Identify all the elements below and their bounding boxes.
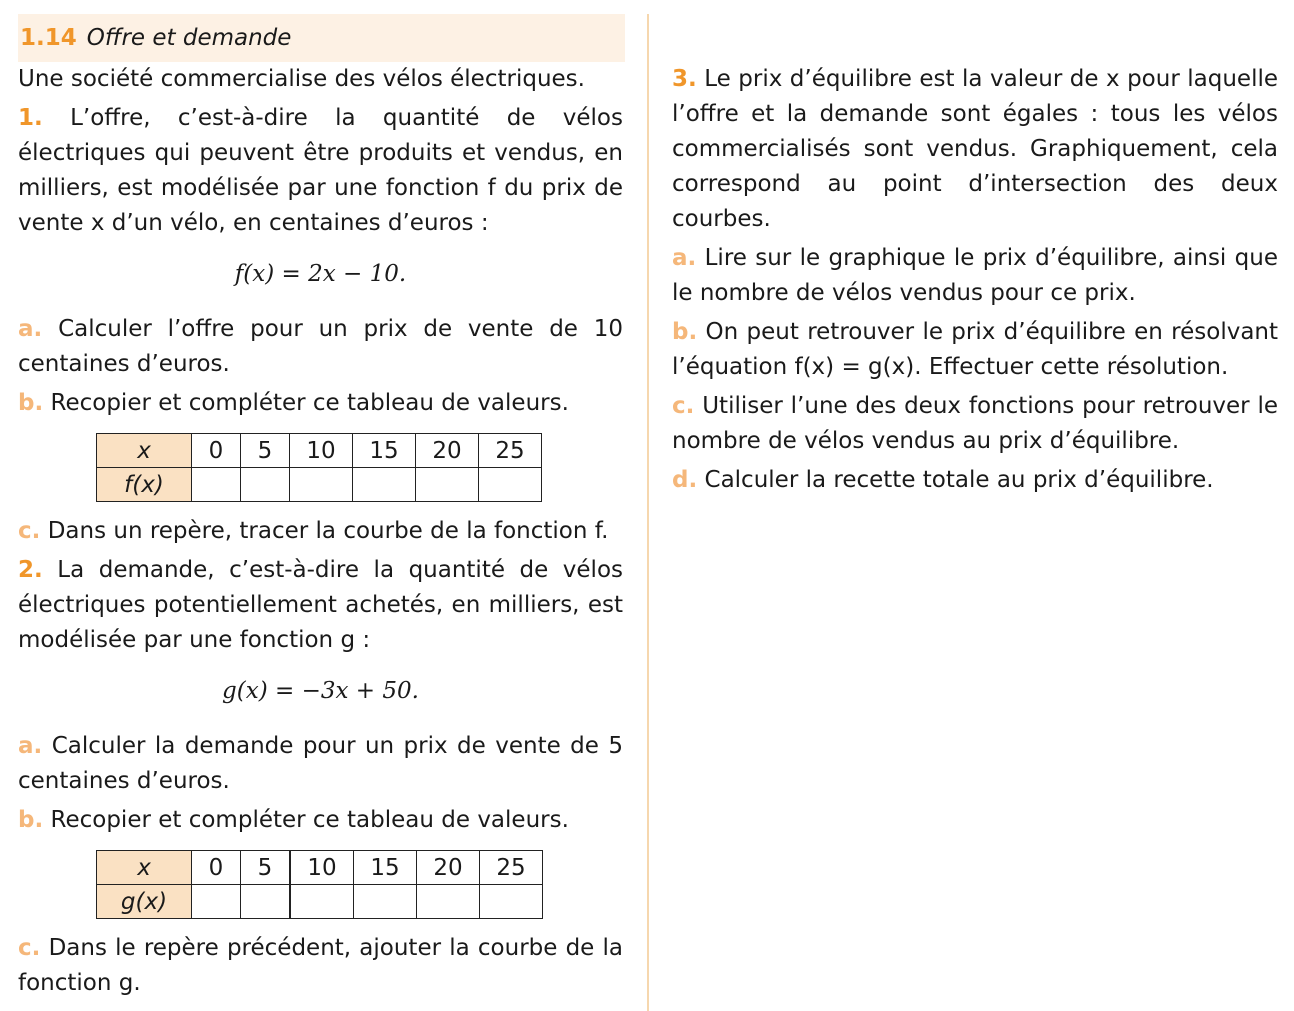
- exercise-header: [18, 14, 625, 62]
- table-g-x-value: 20: [417, 851, 480, 885]
- q1a-label: a.: [18, 316, 43, 342]
- table-f-header-x: x: [97, 434, 192, 468]
- q2c-label: c.: [18, 935, 41, 961]
- q2b: [18, 803, 623, 838]
- q2-paragraph: [18, 553, 623, 658]
- q3a-label: a.: [672, 245, 697, 271]
- value-table-f: [96, 433, 542, 502]
- q3b: [672, 315, 1278, 385]
- q1c: [18, 514, 623, 549]
- exercise-number: 1.14: [20, 25, 77, 51]
- table-f-x-value: 25: [479, 434, 542, 468]
- q2c: [18, 931, 623, 1001]
- intro-text: Une société commercialise des vélos électriques.: [18, 66, 585, 92]
- table-f-x-value: 20: [416, 434, 479, 468]
- q3c-text: Utiliser l’une des deux fonctions pour retrouver le nombre de vélos vendus au prix d’équilibre.: [672, 393, 1278, 454]
- table-f-x-value: 10: [290, 434, 353, 468]
- q2c-text: Dans le repère précédent, ajouter la courbe de la fonction g.: [18, 935, 623, 996]
- q1a: [18, 312, 623, 382]
- table-f-empty-cell: [353, 468, 416, 502]
- table-g-empty-cell: [290, 885, 354, 919]
- table-g-x-value: 0: [192, 851, 241, 885]
- q3-text: Le prix d’équilibre est la valeur de x pour laquelle l’offre et la demande sont égales : tous les vélos commercialisés sont vendus. Graphiquement, cela correspond au point d’intersection des deux courbes.: [672, 66, 1279, 232]
- q1a-text: Calculer l’offre pour un prix de vente de 10 centaines d’euros.: [18, 316, 624, 377]
- q2-number: 2.: [18, 557, 43, 583]
- q1c-text: Dans un repère, tracer la courbe de la fonction f.: [47, 518, 609, 544]
- table-g-x-value: 25: [480, 851, 543, 885]
- q3b-text: On peut retrouver le prix d’équilibre en résolvant l’équation f(x) = g(x). Effectuer cette résolution.: [672, 319, 1279, 380]
- table-g-x-value: 5: [241, 851, 291, 885]
- table-f-empty-cell: [479, 468, 542, 502]
- table-g-empty-cell: [417, 885, 480, 919]
- table-g-empty-cell: [241, 885, 291, 919]
- q1-paragraph: [18, 101, 623, 241]
- q3c-label: c.: [672, 393, 695, 419]
- q1-text: L’offre, c’est-à-dire la quantité de vélos électriques qui peuvent être produits et vendus, en milliers, est modélisée par une fonction f du prix de vente x d’un vélo, en centaines d’euros :: [18, 105, 623, 236]
- q2b-text: Recopier et compléter ce tableau de valeurs.: [50, 807, 569, 833]
- q3-number: 3.: [672, 66, 697, 92]
- q1-number: 1.: [18, 105, 43, 131]
- q1b-label: b.: [18, 390, 44, 416]
- q1c-label: c.: [18, 518, 41, 544]
- q3-paragraph: [672, 62, 1278, 237]
- table-g-header-gx: g(x): [97, 885, 192, 919]
- q3b-label: b.: [672, 319, 698, 345]
- q3a-text: Lire sur le graphique le prix d’équilibre, ainsi que le nombre de vélos vendus pour ce prix.: [672, 245, 1278, 306]
- q2a-text: Calculer la demande pour un prix de vente de 5 centaines d’euros.: [18, 733, 623, 794]
- table-row-fx: [97, 468, 542, 502]
- table-f-empty-cell: [416, 468, 479, 502]
- q3d-label: d.: [672, 467, 698, 493]
- table-g-header-x: x: [97, 851, 192, 885]
- right-column: [672, 62, 1278, 498]
- q2b-label: b.: [18, 807, 44, 833]
- q1b-text: Recopier et compléter ce tableau de valeurs.: [50, 390, 569, 416]
- table-g-empty-cell: [354, 885, 417, 919]
- q1b: [18, 386, 623, 421]
- table-f-empty-cell: [290, 468, 353, 502]
- column-divider: [647, 14, 649, 1011]
- table-g-empty-cell: [480, 885, 543, 919]
- table-f-x-value: 0: [192, 434, 241, 468]
- q2-text: La demande, c’est-à-dire la quantité de vélos électriques potentiellement achetés, en milliers, est modélisée par une fonction g :: [18, 557, 623, 653]
- table-f-x-value: 15: [353, 434, 416, 468]
- left-column: [18, 14, 623, 1001]
- table-g-x-value: 10: [290, 851, 354, 885]
- q3c: [672, 389, 1278, 459]
- table-row-gx: [97, 885, 543, 919]
- table-f-x-value: 5: [241, 434, 290, 468]
- table-row-x: [97, 434, 542, 468]
- table-f-empty-cell: [192, 468, 241, 502]
- q2-equation: g(x) = −3x + 50.: [222, 678, 419, 704]
- table-f-empty-cell: [241, 468, 290, 502]
- table-row-x: [97, 851, 543, 885]
- q3d-text: Calculer la recette totale au prix d’équilibre.: [704, 467, 1214, 493]
- q1-equation: f(x) = 2x − 10.: [234, 261, 407, 287]
- exercise-title: Offre et demande: [86, 25, 292, 51]
- table-g-x-value: 15: [354, 851, 417, 885]
- table-f-header-fx: f(x): [97, 468, 192, 502]
- table-g-empty-cell: [192, 885, 241, 919]
- q2a-label: a.: [18, 733, 43, 759]
- q2a: [18, 729, 623, 799]
- value-table-g: [96, 850, 543, 919]
- q3a: [672, 241, 1278, 311]
- q3d: [672, 463, 1278, 498]
